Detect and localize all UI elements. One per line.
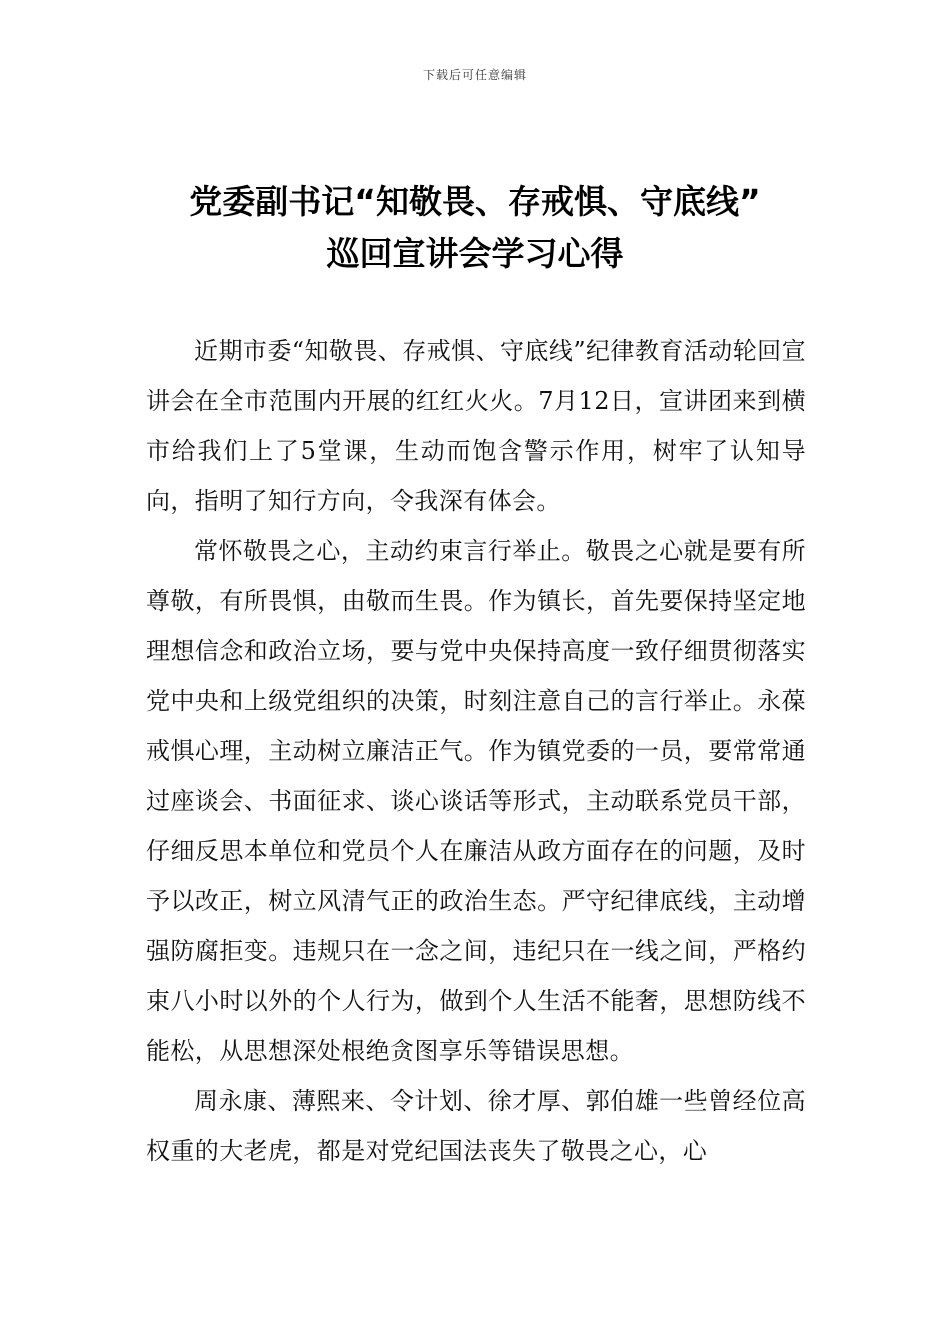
paragraph-1: 近期市委“知敬畏、存戒惧、守底线”纪律教育活动轮回宣讲会在全市范围内开展的红红火火。7月12日，宣讲团来到横市给我们上了5堂课，生动而饱含警示作用，树牢了认知导向，指明了知行方向，令我深有体会。 bbox=[146, 337, 806, 515]
title-line-2: 巡回宣讲会学习心得 bbox=[326, 234, 624, 273]
paragraph-3: 周永康、薄熙来、令计划、徐才厚、郭伯雄一些曾经位高权重的大老虎，都是对党纪国法丧失了敬畏之心，心 bbox=[146, 1087, 806, 1165]
title-line-1: 党委副书记“知敬畏、存戒惧、守底线” bbox=[189, 182, 761, 221]
document-title bbox=[120, 176, 830, 280]
paragraph-2: 常怀敬畏之心，主动约束言行举止。敬畏之心就是要有所尊敬，有所畏惧，由敬而生畏。作为镇长，首先要保持坚定地理想信念和政治立场，要与党中央保持高度一致仔细贯彻落实党中央和上级党组织的决策，时刻注意自己的言行举止。永葆戒惧心理，主动树立廉洁正气。作为镇党委的一员，要常常通过座谈会、书面征求、谈心谈话等形式，主动联系党员干部，仔细反思本单位和党员个人在廉洁从政方面存在的问题，及时予以改正，树立风清气正的政治生态。严守纪律底线，主动增强防腐拒变。违规只在一念之间，违纪只在一线之间，严格约束八小时以外的个人行为，做到个人生活不能奢，思想防线不能松，从思想深处根绝贪图享乐等错误思想。 bbox=[146, 537, 806, 1065]
header-note: 下载后可任意编辑 bbox=[422, 68, 527, 82]
document-body bbox=[146, 326, 806, 1176]
